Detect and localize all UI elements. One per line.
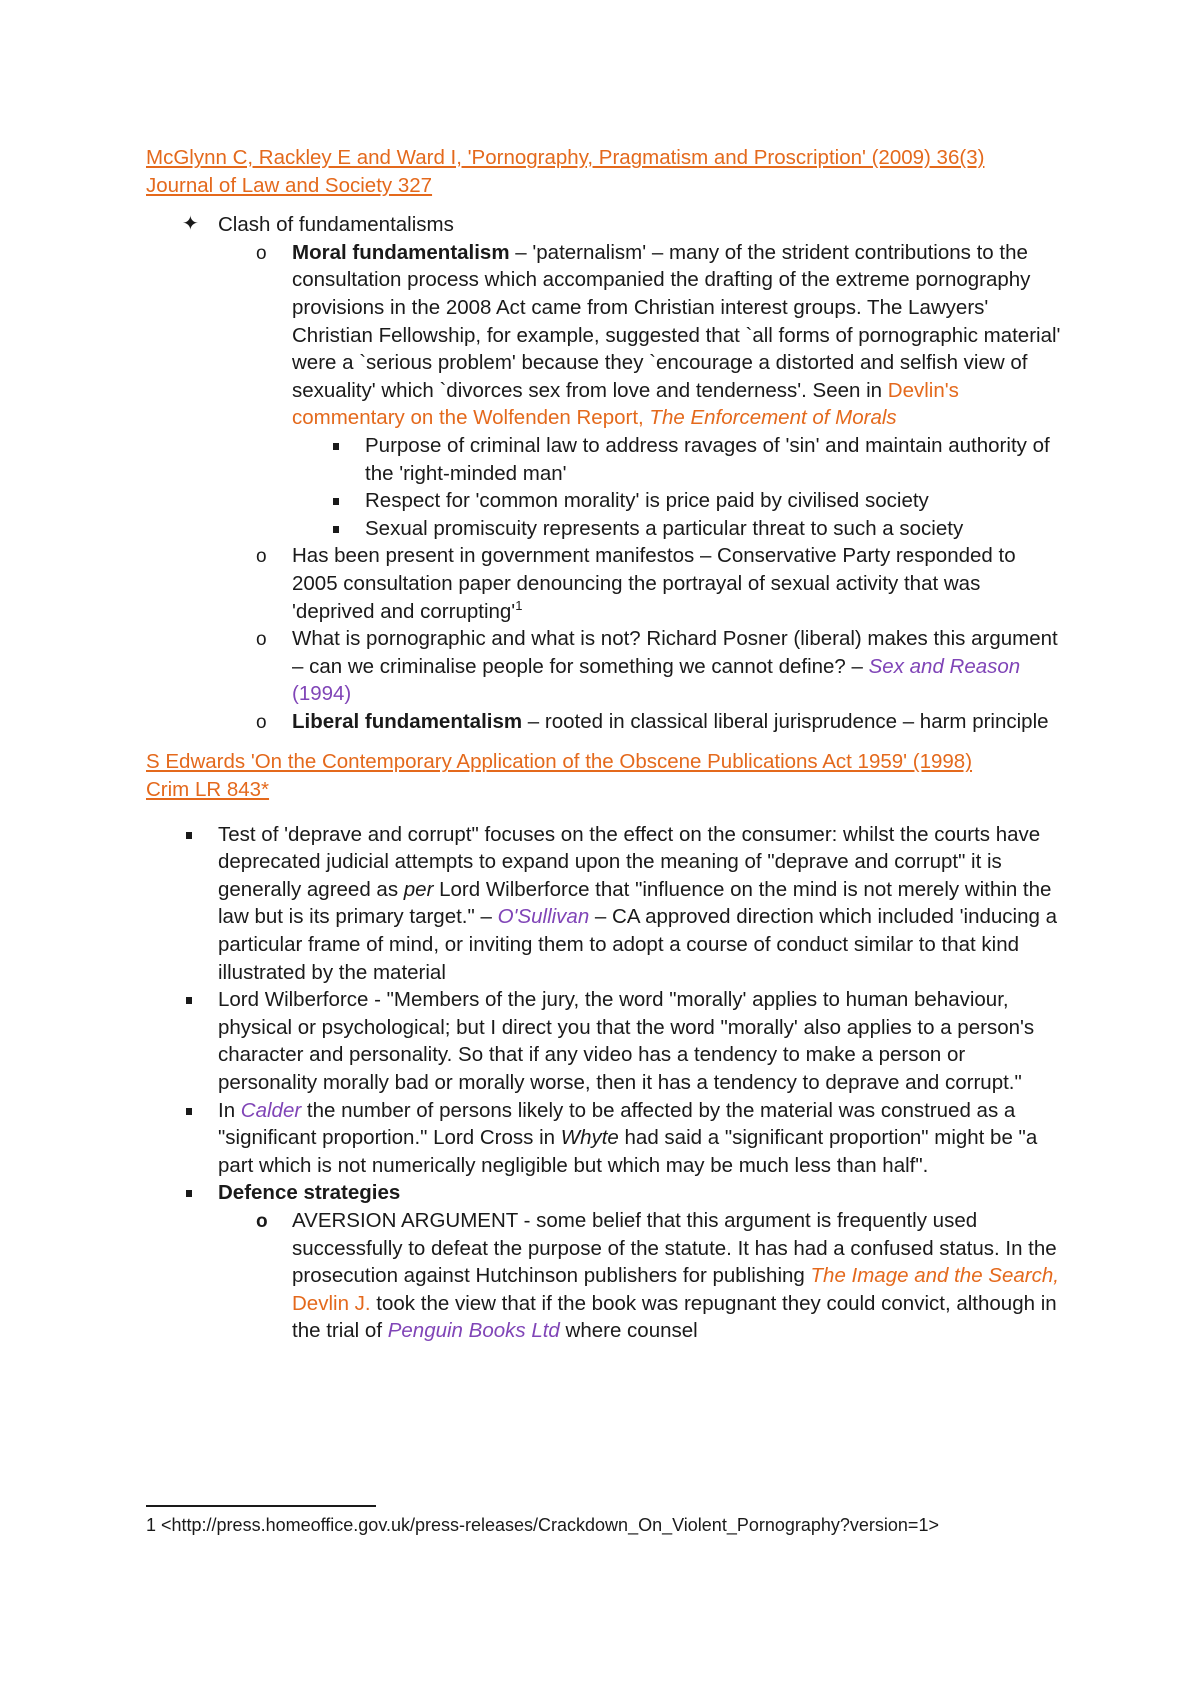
- list-item-deprave-test: [146, 821, 1066, 987]
- square-bullet-icon: [186, 1108, 192, 1115]
- list-item-moral-sub-3: [146, 515, 1066, 543]
- square-bullet-icon: [186, 832, 192, 839]
- footnote-reference[interactable]: 1: [515, 597, 523, 613]
- list-item-moral-sub-2: [146, 487, 1066, 515]
- moral-heading: Moral fundamentalism: [292, 240, 510, 264]
- reference-edwards[interactable]: [146, 748, 1066, 803]
- square-bullet-icon: [333, 526, 339, 533]
- devlin-commentary-link[interactable]: Devlin's commentary on the Wolfenden Report,: [292, 378, 959, 430]
- calder-text-a: In: [218, 1098, 241, 1122]
- edwards-notes: [146, 821, 1066, 1345]
- reference-mcglynn-line2[interactable]: Journal of Law and Society 327: [146, 173, 433, 197]
- list-item-liberal: [146, 708, 1066, 736]
- moral-sub-text: Purpose of criminal law to address ravages of 'sin' and maintain authority of the 'right-minded man': [365, 433, 1050, 485]
- list-item-calder: [146, 1097, 1066, 1180]
- deprave-text-c: – CA approved direction which included 'inducing a particular frame of mind, or inviting them to adopt a course of conduct similar to that kind illustrated by the material: [218, 905, 1057, 984]
- square-bullet-icon: [333, 498, 339, 505]
- moral-sub-text: Respect for 'common morality' is price paid by civilised society: [365, 489, 929, 513]
- book-image-and-search[interactable]: The Image and the Search,: [810, 1264, 1059, 1288]
- defence-heading: Defence strategies: [218, 1181, 401, 1205]
- reference-mcglynn-line1[interactable]: McGlynn C, Rackley E and Ward I, 'Pornography, Pragmatism and Proscription' (2009) 36(3): [146, 146, 985, 169]
- manifesto-text: Has been present in government manifestos – Conservative Party responded to 2005 consultation paper denouncing the portrayal of sexual activity that was 'deprived and corrupting': [292, 544, 1016, 623]
- list-item-moral: [146, 239, 1066, 432]
- posner-book-title[interactable]: Sex and Reason: [868, 654, 1021, 678]
- reference-mcglynn[interactable]: [146, 144, 1066, 199]
- calder-text-b: the number of persons likely to be affected by the material was construed as a "significant proportion." Lord Cross in: [218, 1098, 1016, 1150]
- four-point-star-bullet-icon: ✦: [182, 213, 199, 236]
- list-item-wilberforce: [146, 986, 1066, 1096]
- document-body: [146, 144, 1066, 1345]
- footnote-separator: [146, 1505, 376, 1507]
- circle-bullet-icon: o: [256, 711, 267, 733]
- aversion-text-c: where counsel: [559, 1319, 698, 1343]
- circle-bullet-icon: o: [256, 546, 267, 568]
- per-text: per: [403, 877, 434, 901]
- circle-bullet-icon: o: [256, 1210, 268, 1232]
- devlin-title[interactable]: The Enforcement of Morals: [649, 406, 897, 430]
- posner-text: What is pornographic and what is not? Richard Posner (liberal) makes this argument – can we criminalise people for something we cannot define? –: [292, 627, 1058, 678]
- footnote: 1 <http://press.homeoffice.gov.uk/press-releases/Crackdown_On_Violent_Pornography?version=1>: [146, 1515, 939, 1535]
- deprave-text-b: Lord Wilberforce that "influence on the mind is not merely within the law but is its primary target." –: [218, 877, 1052, 929]
- liberal-text: – rooted in classical liberal jurisprudence – harm principle: [522, 709, 1049, 733]
- list-item-moral-sub-1: [146, 432, 1066, 487]
- wilberforce-text: Lord Wilberforce - "Members of the jury, the word "morally' applies to human behaviour, physical or psychological; but I direct you that the word "morally' also applies to a person's character and personality. So that if any video has a tendency to make a person or personality morally bad or morally worse, then it has a tendency to deprave and corrupt.": [218, 988, 1035, 1094]
- devlin-j-link[interactable]: Devlin J.: [292, 1291, 371, 1315]
- square-bullet-icon: [186, 1190, 192, 1197]
- liberal-heading: Liberal fundamentalism: [292, 709, 523, 733]
- case-osullivan[interactable]: O'Sullivan: [497, 905, 590, 929]
- moral-text: – 'paternalism' – many of the strident contributions to the consultation process which accompanied the drafting of the extreme pornography provisions in the 2008 Act came from Christian interest groups. The Lawyers' Christian Fellowship, for example, suggested that `all forms of pornographic material' were a `serious problem' because they `encourage a distorted and selfish view of sexuality' which `divorces sex from love and tenderness'. Seen in: [292, 240, 1061, 402]
- reference-edwards-line1[interactable]: S Edwards 'On the Contemporary Application of the Obscene Publications Act 1959' (1998): [146, 750, 973, 774]
- aversion-text-b: took the view that if the book was repugnant they could convict, although in the trial of: [292, 1291, 1057, 1343]
- calder-text-c: had said a "significant proportion" might be "a part which is not numerically negligible but which may be much less than half".: [218, 1126, 1038, 1177]
- mcglynn-notes: [146, 211, 1066, 735]
- list-item-posner: [146, 625, 1066, 708]
- list-item-manifesto: [146, 542, 1066, 625]
- case-penguin-books[interactable]: Penguin Books Ltd: [387, 1319, 560, 1343]
- case-calder[interactable]: Calder: [240, 1098, 302, 1122]
- list-item-defence: [146, 1179, 1066, 1207]
- aversion-text-a: AVERSION ARGUMENT - some belief that this argument is frequently used successfully to defeat the purpose of the statute. It has had a confused status. In the prosecution against Hutchinson publishers for publishing: [292, 1208, 1057, 1288]
- list-item-aversion: [146, 1207, 1066, 1345]
- clash-text: Clash of fundamentalisms: [218, 213, 454, 237]
- circle-bullet-icon: o: [256, 242, 267, 264]
- deprave-text-a: Test of 'deprave and corrupt" focuses on the effect on the consumer: whilst the courts have deprecated judicial attempts to expand upon the meaning of "deprave and corrupt" it is generally agreed as: [218, 822, 1041, 901]
- circle-bullet-icon: o: [256, 629, 267, 651]
- case-whyte: Whyte: [560, 1126, 619, 1150]
- reference-edwards-line2[interactable]: Crim LR 843*: [146, 778, 270, 802]
- square-bullet-icon: [186, 997, 192, 1004]
- square-bullet-icon: [333, 443, 339, 450]
- list-item-clash: [146, 211, 1066, 239]
- posner-year: (1994): [292, 682, 352, 706]
- moral-sub-text: Sexual promiscuity represents a particular threat to such a society: [365, 516, 964, 540]
